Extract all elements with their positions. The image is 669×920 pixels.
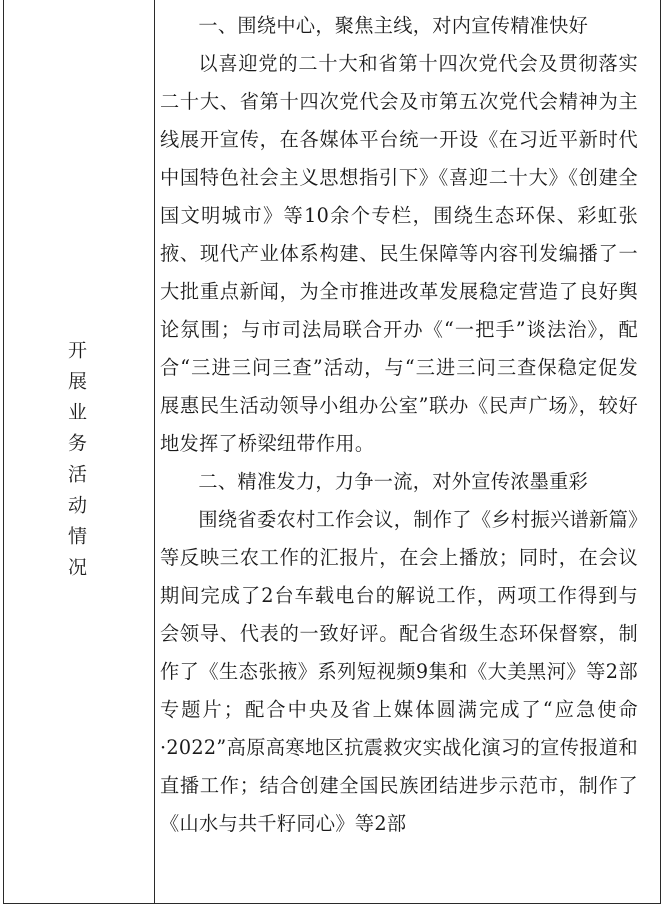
body-paragraph-1: 以喜迎党的二十大和省第十四次党代会及贯彻落实二十大、省第十四次党代会及市第五次党代会精神为主线展开宣传，在各媒体平台统一开设《在习近平新时代中国特色社会主义思想指引下》《喜迎二十大》《创建全国文明城市》等10余个专栏，围绕生态环保、彩虹张掖、现代产业体系构建、民生保障等内容刊发编播了一大批重点新闻，为全市推进改革发展稳定营造了良好舆论氛围；与市司法局联合开办《“一把手”谈法治》，配合“三进三问三查”活动，与“三进三问三查保稳定促发展惠民生活动领导小组办公室”联办《民声广场》，较好地发挥了桥梁纽带作用。	[160, 52, 638, 455]
section-heading-1: 一、围绕中心，聚焦主线，对内宣传精准快好	[198, 14, 589, 37]
section-heading-2: 二、精准发力，力争一流，对外宣传浓墨重彩	[198, 470, 589, 493]
body-paragraph-2: 围绕省委农村工作会议，制作了《乡村振兴谱新篇》等反映三农工作的汇报片，在会上播放；同时，在会议期间完成了2台车载电台的解说工作，两项工作得到与会领导、代表的一致好评。配合省级生态环保督察，制作了《生态张掖》系列短视频9集和《大美黑河》等2部专题片；配合中央及省上媒体圆满完成了“应急使命·2022”高原高寒地区抗震救灾实战化演习的宣传报道和直播工作；结合创建全国民族团结进步示范市，制作了《山水与共千籽同心》等2部	[160, 508, 638, 835]
content-cell	[160, 7, 638, 843]
row-label: 开展业务活动情况	[65, 340, 87, 588]
row-label-cell	[3, 0, 155, 904]
